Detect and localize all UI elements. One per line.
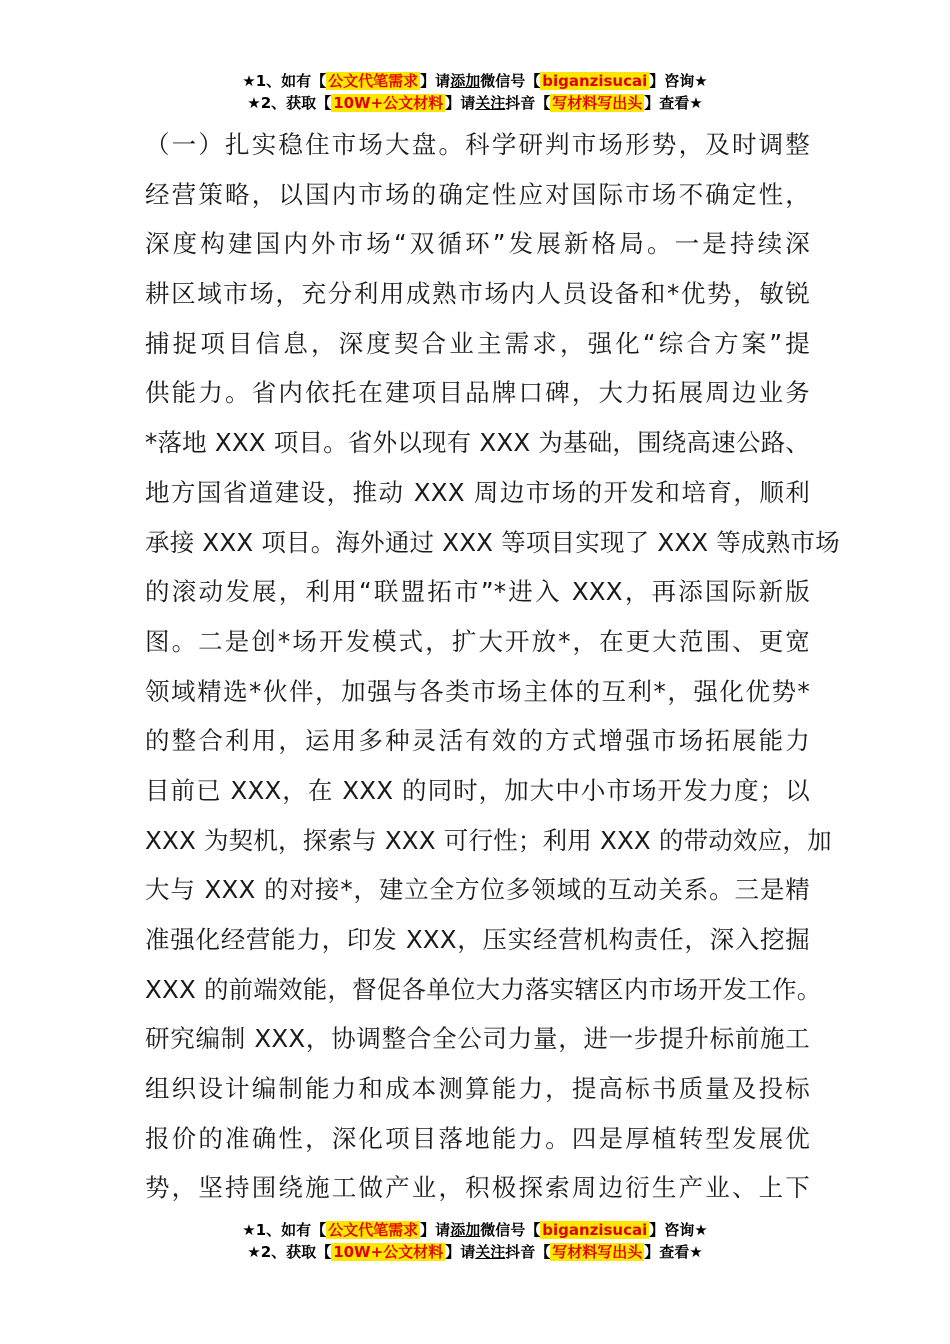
article-line: 的滚动发展，利用“联盟拓市”*进入 XXX，再添国际新版	[145, 577, 810, 607]
banner-highlight: 公文代笔需求	[328, 1221, 419, 1239]
banner-line-2: ★2、获取【 10W+公文材料 】请关注抖音【 写材料写出头 】查看★	[247, 94, 703, 112]
banner-wechat-id: biganzisucai	[542, 1221, 648, 1239]
article-line: XXX 的前端效能，督促各单位大力落实辖区内市场开发工作。	[145, 974, 822, 1004]
article-line: 耕区域市场，充分利用成熟市场内人员设备和*优势，敏锐	[145, 279, 810, 309]
banner-wechat-id: biganzisucai	[542, 72, 648, 90]
header-banner	[0, 70, 950, 114]
article-line: 承接 XXX 项目。海外通过 XXX 等项目实现了 XXX 等成熟市场	[145, 527, 840, 557]
banner-douyin-id: 写材料写出头	[552, 1243, 643, 1261]
banner-douyin-id: 写材料写出头	[552, 94, 643, 112]
banner-line-1: ★1、如有【 公文代笔需求 】请添加微信号【 biganzisucai 】咨询★	[242, 1221, 708, 1239]
banner-highlight: 10W+公文材料	[333, 1243, 444, 1261]
article-line: 的整合利用，运用多种灵活有效的方式增强市场拓展能力	[145, 726, 810, 756]
article-line: （一）扎实稳住市场大盘。科学研判市场形势，及时调整	[145, 130, 810, 159]
article-line: 准强化经营能力，印发 XXX，压实经营机构责任，深入挖掘	[145, 925, 810, 954]
article-line: 报价的准确性，深化项目落地能力。四是厚植转型发展优	[145, 1123, 810, 1153]
article-line: 大与 XXX 的对接*，建立全方位多领域的互动关系。三是精	[145, 875, 810, 905]
article-line: 图。二是创*场开发模式，扩大开放*，在更大范围、更宽	[145, 626, 810, 656]
article-line: XXX 为契机，探索与 XXX 可行性；利用 XXX 的带动效应，加	[145, 825, 832, 855]
banner-highlight: 公文代笔需求	[328, 72, 419, 90]
article-line: 深度构建国内外市场“双循环”发展新格局。一是持续深	[145, 229, 810, 259]
article-line: 目前已 XXX，在 XXX 的同时，加大中小市场开发力度；以	[145, 775, 810, 805]
article-line: 捕捉项目信息，深度契合业主需求，强化“综合方案”提	[145, 328, 810, 358]
banner-line-2: ★2、获取【 10W+公文材料 】请关注抖音【 写材料写出头 】查看★	[247, 1243, 703, 1261]
footer-banner	[0, 1219, 950, 1263]
banner-highlight: 10W+公文材料	[333, 94, 444, 112]
article-line: 经营策略，以国内市场的确定性应对国际市场不确定性，	[145, 179, 810, 209]
article-line: 供能力。省内依托在建项目品牌口碑，大力拓展周边业务	[145, 378, 810, 408]
article-line: *落地 XXX 项目。省外以现有 XXX 为基础，围绕高速公路、	[145, 428, 811, 458]
article-line: 研究编制 XXX，协调整合全公司力量，进一步提升标前施工	[145, 1024, 810, 1054]
article-line: 势，坚持围绕施工做产业，积极探索周边衍生产业、上下	[145, 1173, 810, 1203]
article-body	[145, 120, 840, 1213]
article-line: 领域精选*伙伴，加强与各类市场主体的互利*，强化优势*	[145, 676, 810, 706]
article-line: 地方国省道建设，推动 XXX 周边市场的开发和培育，顺利	[145, 477, 810, 507]
article-line: 组织设计编制能力和成本测算能力，提高标书质量及投标	[145, 1074, 810, 1104]
banner-line-1: ★1、如有【 公文代笔需求 】请添加微信号【 biganzisucai 】咨询★	[242, 72, 708, 90]
